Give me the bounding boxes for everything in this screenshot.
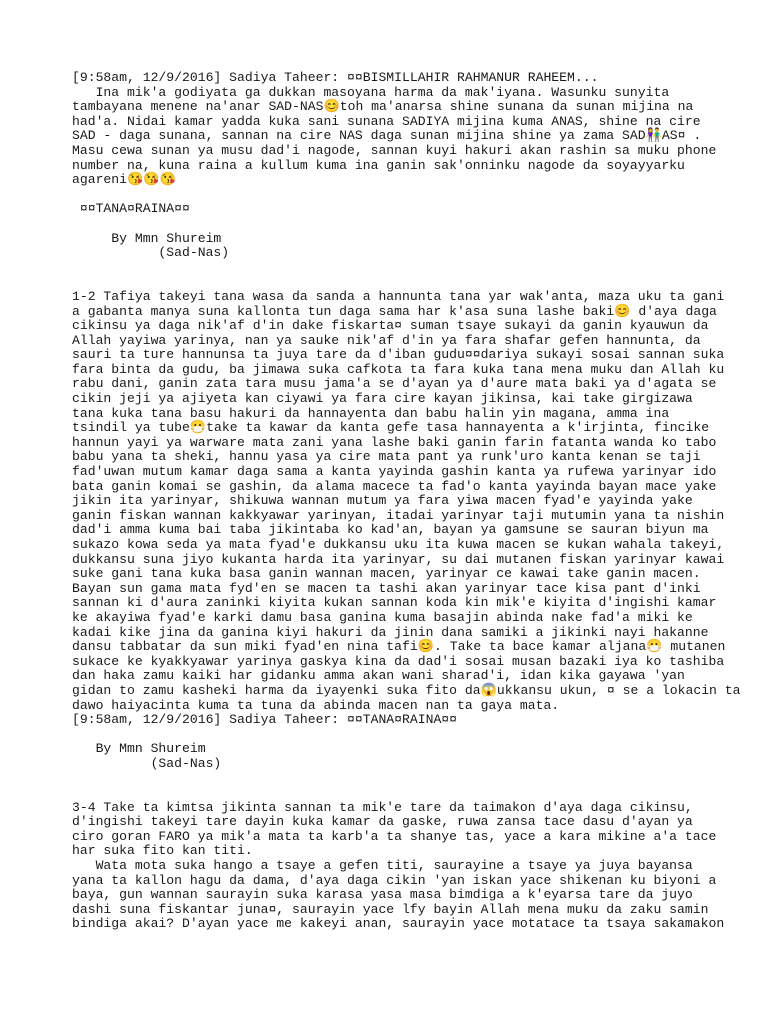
text-line: agareni😘😘😘 xyxy=(72,172,176,188)
text-line: number na, kuna raina a kullum kuma ina ganin sak'onninku nagode da soyayyarku xyxy=(72,157,685,173)
text-line xyxy=(72,728,712,743)
text-line: jikin ita yarinyar, shikuwa wannan mutum ya fara yiwa macen fyad'e yayinda yake xyxy=(72,493,693,509)
text-line: suke gani tana kuka basa ganin wannan macen, yarinyar ce kawai take ganin macen. xyxy=(72,566,701,582)
text-line: fara binta da gudu, ba jimawa suka cafkota ta fara kuka tana mena muku dan Allah ku xyxy=(72,361,725,377)
text-line: 1-2 Tafiya takeyi tana wasa da sanda a hannunta tana yar wak'anta, maza uku ta gani xyxy=(72,288,725,304)
text-line xyxy=(72,261,712,276)
text-line: hannun yayi ya warware mata zani yana lashe baki ganin farin fatanta wanda ko tabo xyxy=(72,434,717,450)
text-line xyxy=(72,772,712,787)
text-line: dashi suna fiskantar juna¤, saurayin yace lfy bayin Allah mena muku da zaku samin xyxy=(72,901,709,917)
text-line: Allah yayiwa yarinya, nan ya sauke nik'af d'in ya fara shafar gefen hannunta, da xyxy=(72,332,701,348)
text-line: By Mmn Shureim xyxy=(72,741,206,757)
text-line: (Sad-Nas) xyxy=(72,755,222,771)
text-line: dukkansu suna jiyo kukanta harda ita yarinyar, su dai mutanen fiskan yarinyar kawai xyxy=(72,551,725,567)
text-line: had'a. Nidai kamar yadda kuka sani sunana SADIYA mijina kuma ANAS, shine na cire xyxy=(72,113,701,129)
text-line: ke akayiwa fyad'e karki damu basa ganina kuma basajin abinda nake fad'a miki ke xyxy=(72,609,693,625)
text-line: rabu dani, ganin zata tara musu jama'a se d'ayan ya d'aure mata baki ya d'agata se xyxy=(72,376,717,392)
text-line: sukace ke kyakkyawar yarinya gaskya kina da dad'i sosai musan bazaki iya ko tashiba xyxy=(72,653,725,669)
text-line: (Sad-Nas) xyxy=(72,245,230,261)
text-line: gidan to zamu kasheki harma da iyayenki suka fito da😱ukkansu ukun, ¤ se a lokacin ta xyxy=(72,682,741,698)
text-line: Bayan sun gama mata fyd'en se macen ta tashi akan yarinyar tace kisa pant d'inki xyxy=(72,580,701,596)
text-line xyxy=(72,188,712,203)
text-line: baya, gun wannan saurayin suka karasa yasa masa bimdiga a k'eyarsa tare da juyo xyxy=(72,887,693,903)
text-line xyxy=(72,786,712,801)
text-line: [9:58am, 12/9/2016] Sadiya Taheer: ¤¤TANA¤RAINA¤¤ xyxy=(72,712,458,728)
text-line: d'ingishi takeyi tare dayin kuka kamar da gaske, ruwa zansa tace dasu d'ayan ya xyxy=(72,814,693,830)
text-line: dad'i amma kuma bai taba jikintaba ko kad'an, bayan ya gamsune se sauran biyun ma xyxy=(72,522,709,538)
text-line: sukazo kowa seda ya mata fyad'e dukkansu uku ita kuwa macen se kukan wahala takeyi, xyxy=(72,537,725,552)
text-line: ¤¤TANA¤RAINA¤¤ xyxy=(72,201,190,217)
text-line: dan haka zamu kaiki har gidanku amma akan wani sharad'i, idan kika gayawa 'yan xyxy=(72,668,685,684)
document-page xyxy=(72,70,741,932)
text-line xyxy=(72,275,712,290)
text-line: fad'uwan mutum kamar daga sama a kanta yayinda gashin kanta ya rufewa yarinyar ido xyxy=(72,464,717,480)
text-line: cikinsu ya daga nik'af d'in dake fiskarta¤ suman tsaye sukayi da ganin kyauwun da xyxy=(72,318,709,334)
text-line: har suka fito kan titi. xyxy=(72,843,253,859)
text-line: ciro goran FARO ya mik'a mata ta karb'a ta shanye tas, yace a kara mikine a'a tace xyxy=(72,828,717,844)
text-line: sannan ki d'aura zaninki kiyita kukan sannan koda kin mik'e kiyita d'ingishi kamar xyxy=(72,595,717,611)
text-line: Wata mota suka hango a tsaye a gefen titi, saurayine a tsaye ya juya bayansa xyxy=(72,858,693,874)
text-line: tambayana menene na'anar SAD-NAS😊toh ma'anarsa shine sunana da sunan mijina na xyxy=(72,99,694,115)
text-line: tsindil ya tube😷take ta kawar da kanta gefe tasa hannayenta a k'irjinta, fincike xyxy=(72,420,710,436)
text-line: cikin jeji ya ajiyeta kan ciyawi ya fara cire kayan jikinsa, kai take girgizawa xyxy=(72,391,693,407)
text-line: By Mmn Shureim xyxy=(72,230,222,246)
text-line: a gabanta manya suna kallonta tun daga sama har k'asa suna lashe baki😊 d'aya daga xyxy=(72,303,717,319)
text-line: dawo haiyacinta kuma ta tuna da abinda macen nan ta gaya mata. xyxy=(72,697,560,713)
text-line: 3-4 Take ta kimtsa jikinta sannan ta mik'e tare da taimakon d'aya daga cikinsu, xyxy=(72,799,693,815)
text-line: sauri ta ture hannunsa ta juya tare da d'iban gudu¤¤dariya sukayi sosai sannan suka xyxy=(72,347,725,363)
text-line: ganin fiskan wannan kakkyawar yarinyan, itadai yarinyar taji mutumin yana ta nishin xyxy=(72,507,725,523)
text-line: babu yana ta sheki, hannu yasa ya cire mata pant ya runk'uro kanta kenan se taji xyxy=(72,449,701,465)
text-line: dansu tabbatar da sun miki fyad'en nina tafi😊. Take ta bace kamar aljana😷 mutanen xyxy=(72,639,726,655)
text-line: bindiga akai? D'ayan yace me kakeyi anan, saurayin yace motatace ta tsaya sakamakon xyxy=(72,916,725,932)
text-line: Masu cewa sunan ya musu dad'i nagode, sannan kuyi hakuri akan rashin sa muku phone xyxy=(72,142,717,158)
text-line xyxy=(72,217,712,232)
text-line: bata ganin komai se gashin, da alama macece ta fad'o kanta yayinda bayan mace yake xyxy=(72,478,717,494)
text-line: tana kuka tana basu hakuri da hannayenta dan babu halin yin magana, amma ina xyxy=(72,405,670,421)
text-line: Ina mik'a godiyata ga dukkan masoyana harma da mak'iyana. Wasunku sunyita xyxy=(72,84,670,100)
text-line: yana ta kallon hagu da dama, d'aya daga cikin 'yan iskan yace shikenan ku biyoni a xyxy=(72,872,717,888)
text-line: kadai kike jina da ganina kiyi hakuri da jinin dana samiki a jikinki nayi hakanne xyxy=(72,624,709,640)
text-line: [9:58am, 12/9/2016] Sadiya Taheer: ¤¤BISMILLAHIR RAHMANUR RAHEEM... xyxy=(72,70,599,85)
text-line: SAD - daga sunana, sannan na cire NAS daga sunan mijina shine ya zama SAD👫AS¤ . xyxy=(72,128,702,144)
